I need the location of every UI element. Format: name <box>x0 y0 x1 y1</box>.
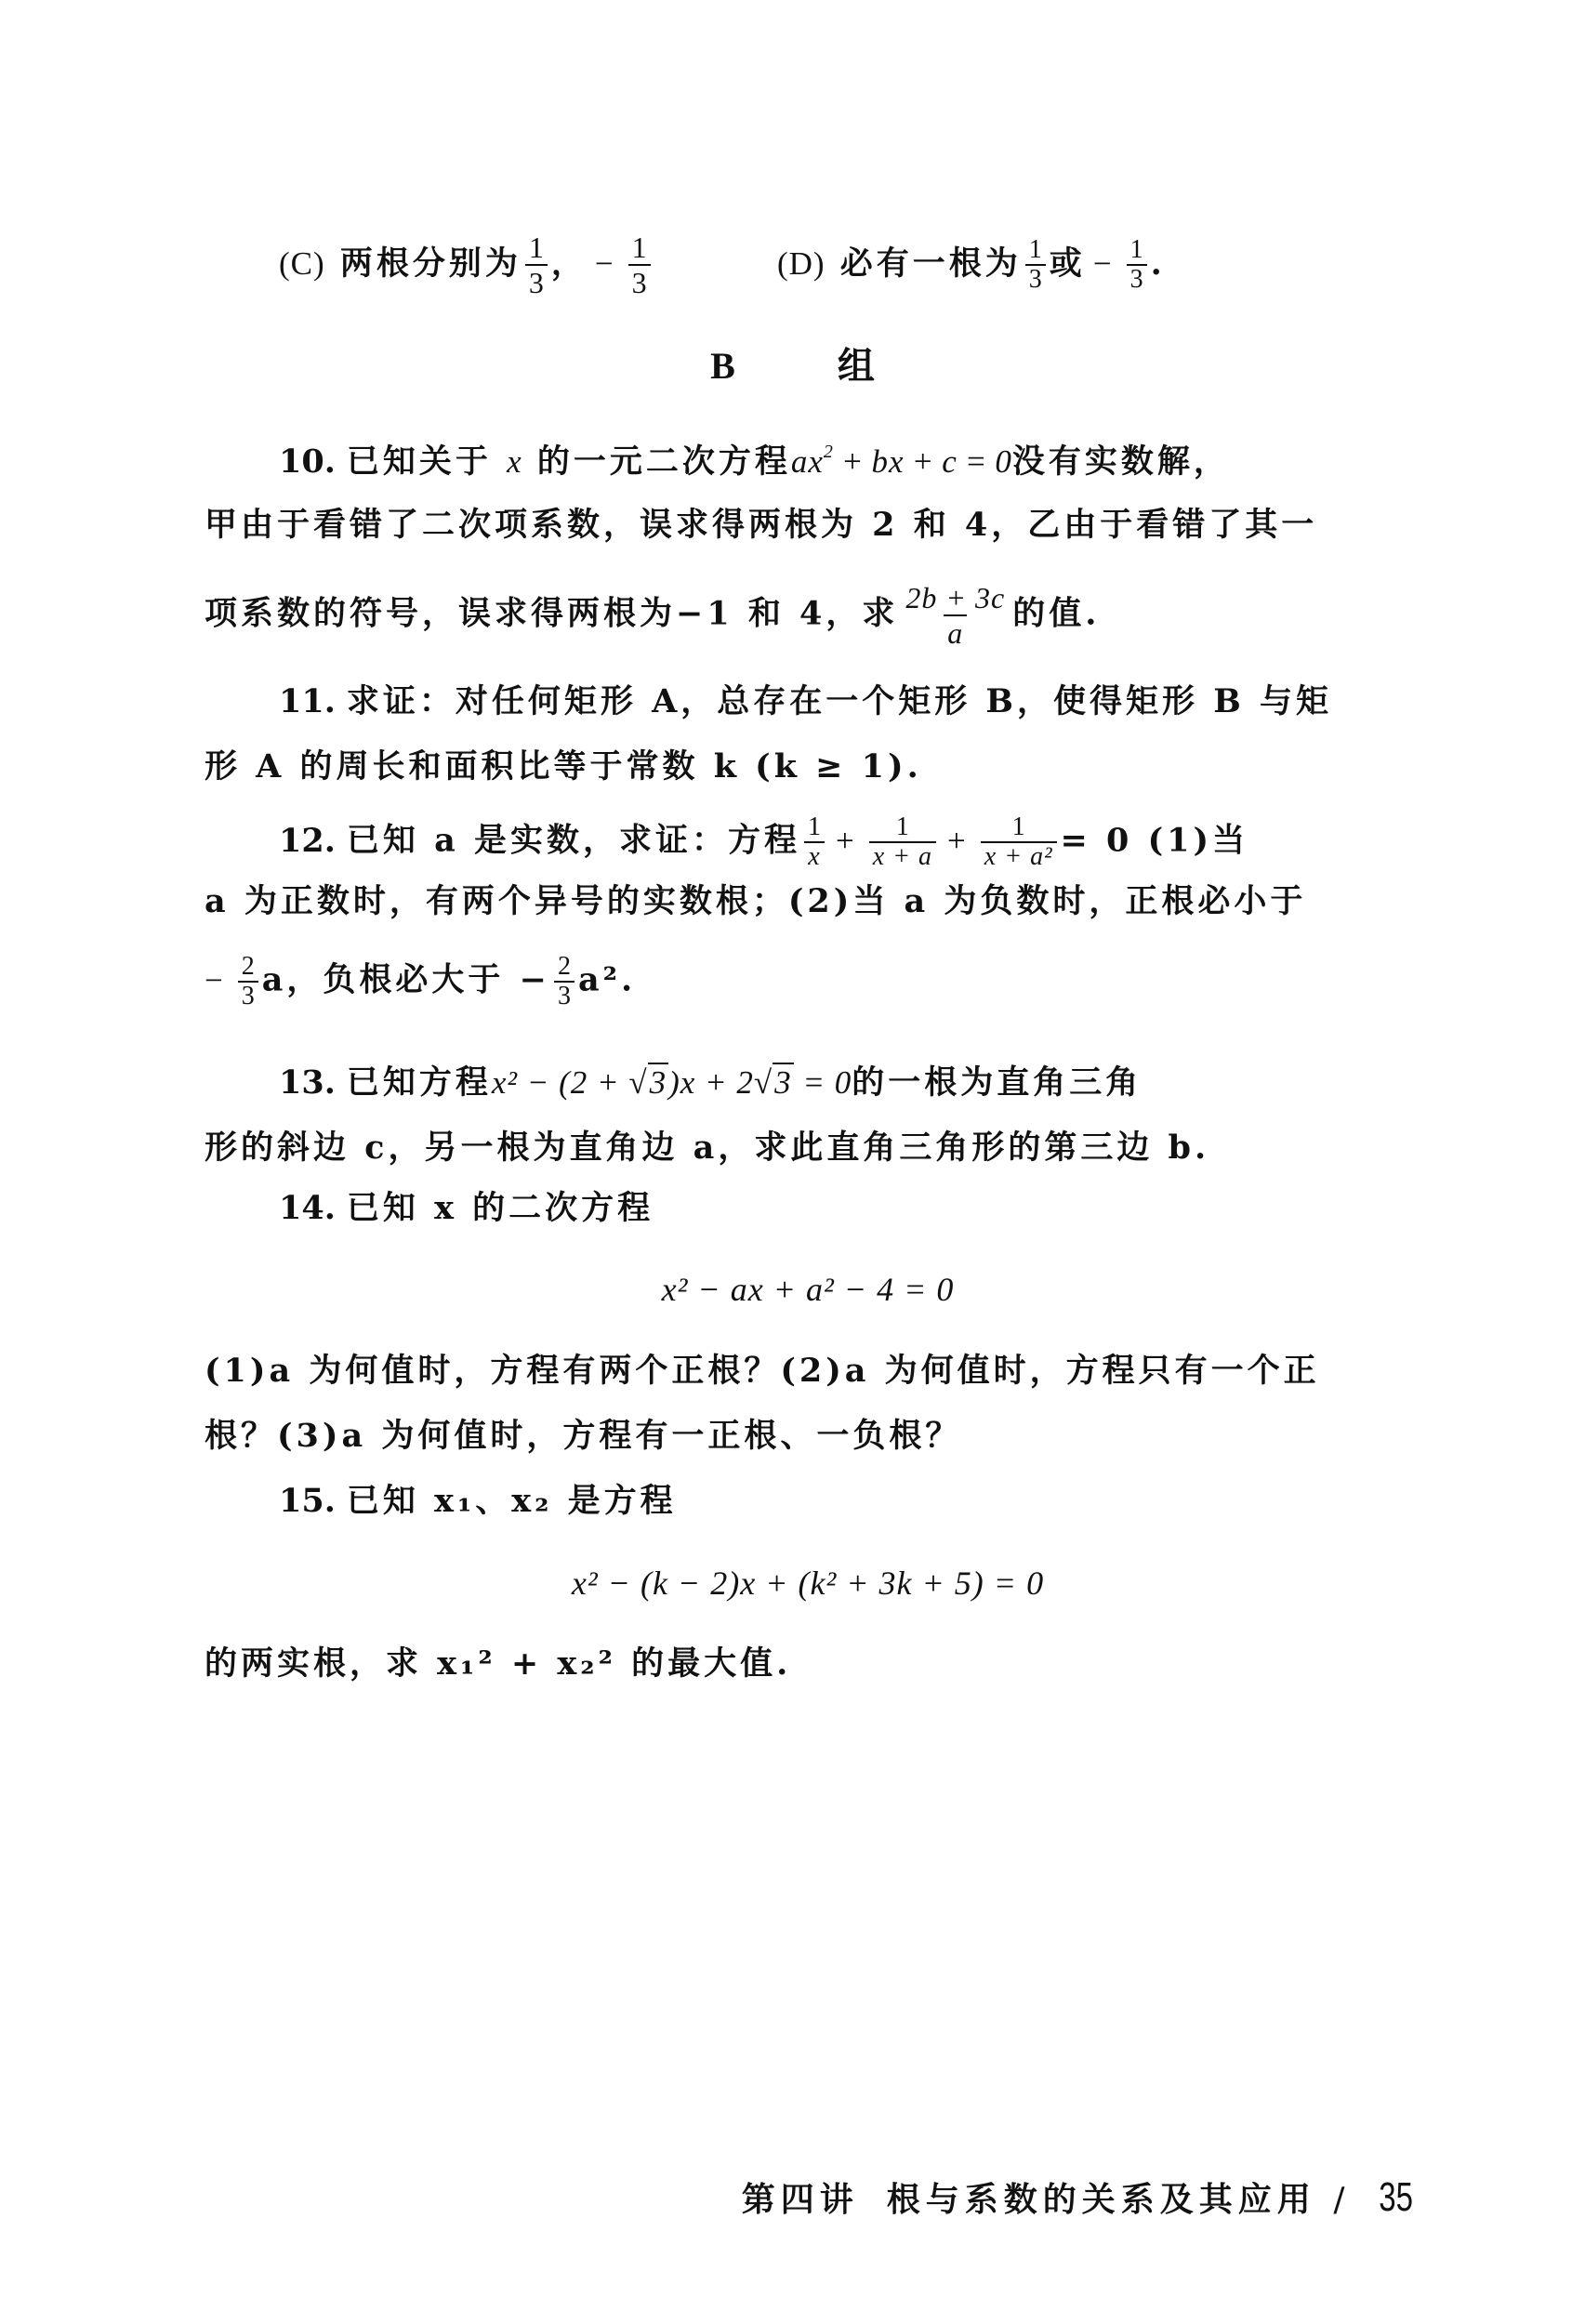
sqrt-symbol: √3 <box>628 1064 667 1101</box>
equation: x² − (2 + √3)x + 2√3 = 0 <box>492 1064 852 1101</box>
fraction: $\frac{2}{3}$ <box>238 953 258 1010</box>
problem-number: 14. <box>279 1189 336 1227</box>
fraction: $\frac{1}{3}$ <box>525 231 548 299</box>
problem-number: 15. <box>279 1482 336 1520</box>
section-heading: B 组 <box>710 344 875 388</box>
equation: x² − (k − 2)x + (k² + 3k + 5) = 0 <box>571 1565 1045 1602</box>
page-number: 35 <box>1379 2174 1413 2220</box>
option-c: (C) 两根分别为 $\frac{1}{3}$ ， − $\frac{1}{3}$ <box>279 244 669 283</box>
fraction: $\frac{1}{3}$ <box>628 231 651 299</box>
fraction: $\frac{1}{3}$ <box>1127 236 1147 294</box>
chapter-label: 第四讲 <box>741 2181 859 2219</box>
equation: x² − ax + a² − 4 = 0 <box>661 1271 955 1308</box>
option-c-d-line <box>279 231 1411 299</box>
problem-number: 11. <box>279 682 336 720</box>
problem-number: 13. <box>279 1063 336 1102</box>
sqrt-symbol: √3 <box>753 1064 792 1101</box>
page-footer <box>669 2173 1413 2221</box>
equation: $ax^2$ + bx + c = 0 <box>790 442 1012 480</box>
problem-number: 10. <box>279 442 336 481</box>
fraction: $\frac{1}{x}$ <box>804 813 825 871</box>
problem-number: 12. <box>279 821 336 860</box>
fraction: $\frac{2b + 3c}{a}$ <box>905 581 1006 650</box>
option-d: (D) 必有一根为 $\frac{1}{3}$ 或 − $\frac{1}{3}$ . <box>777 235 1166 294</box>
fraction: $\frac{1}{\text{x + a²}}$ <box>981 813 1057 871</box>
chapter-title: 根与系数的关系及其应用 <box>886 2181 1316 2219</box>
fraction: $\frac{2}{3}$ <box>554 953 575 1010</box>
fraction: $\frac{1}{3}$ <box>1025 236 1046 294</box>
separator: / <box>1333 2181 1351 2219</box>
fraction: $\frac{1}{x + a}$ <box>869 813 936 871</box>
